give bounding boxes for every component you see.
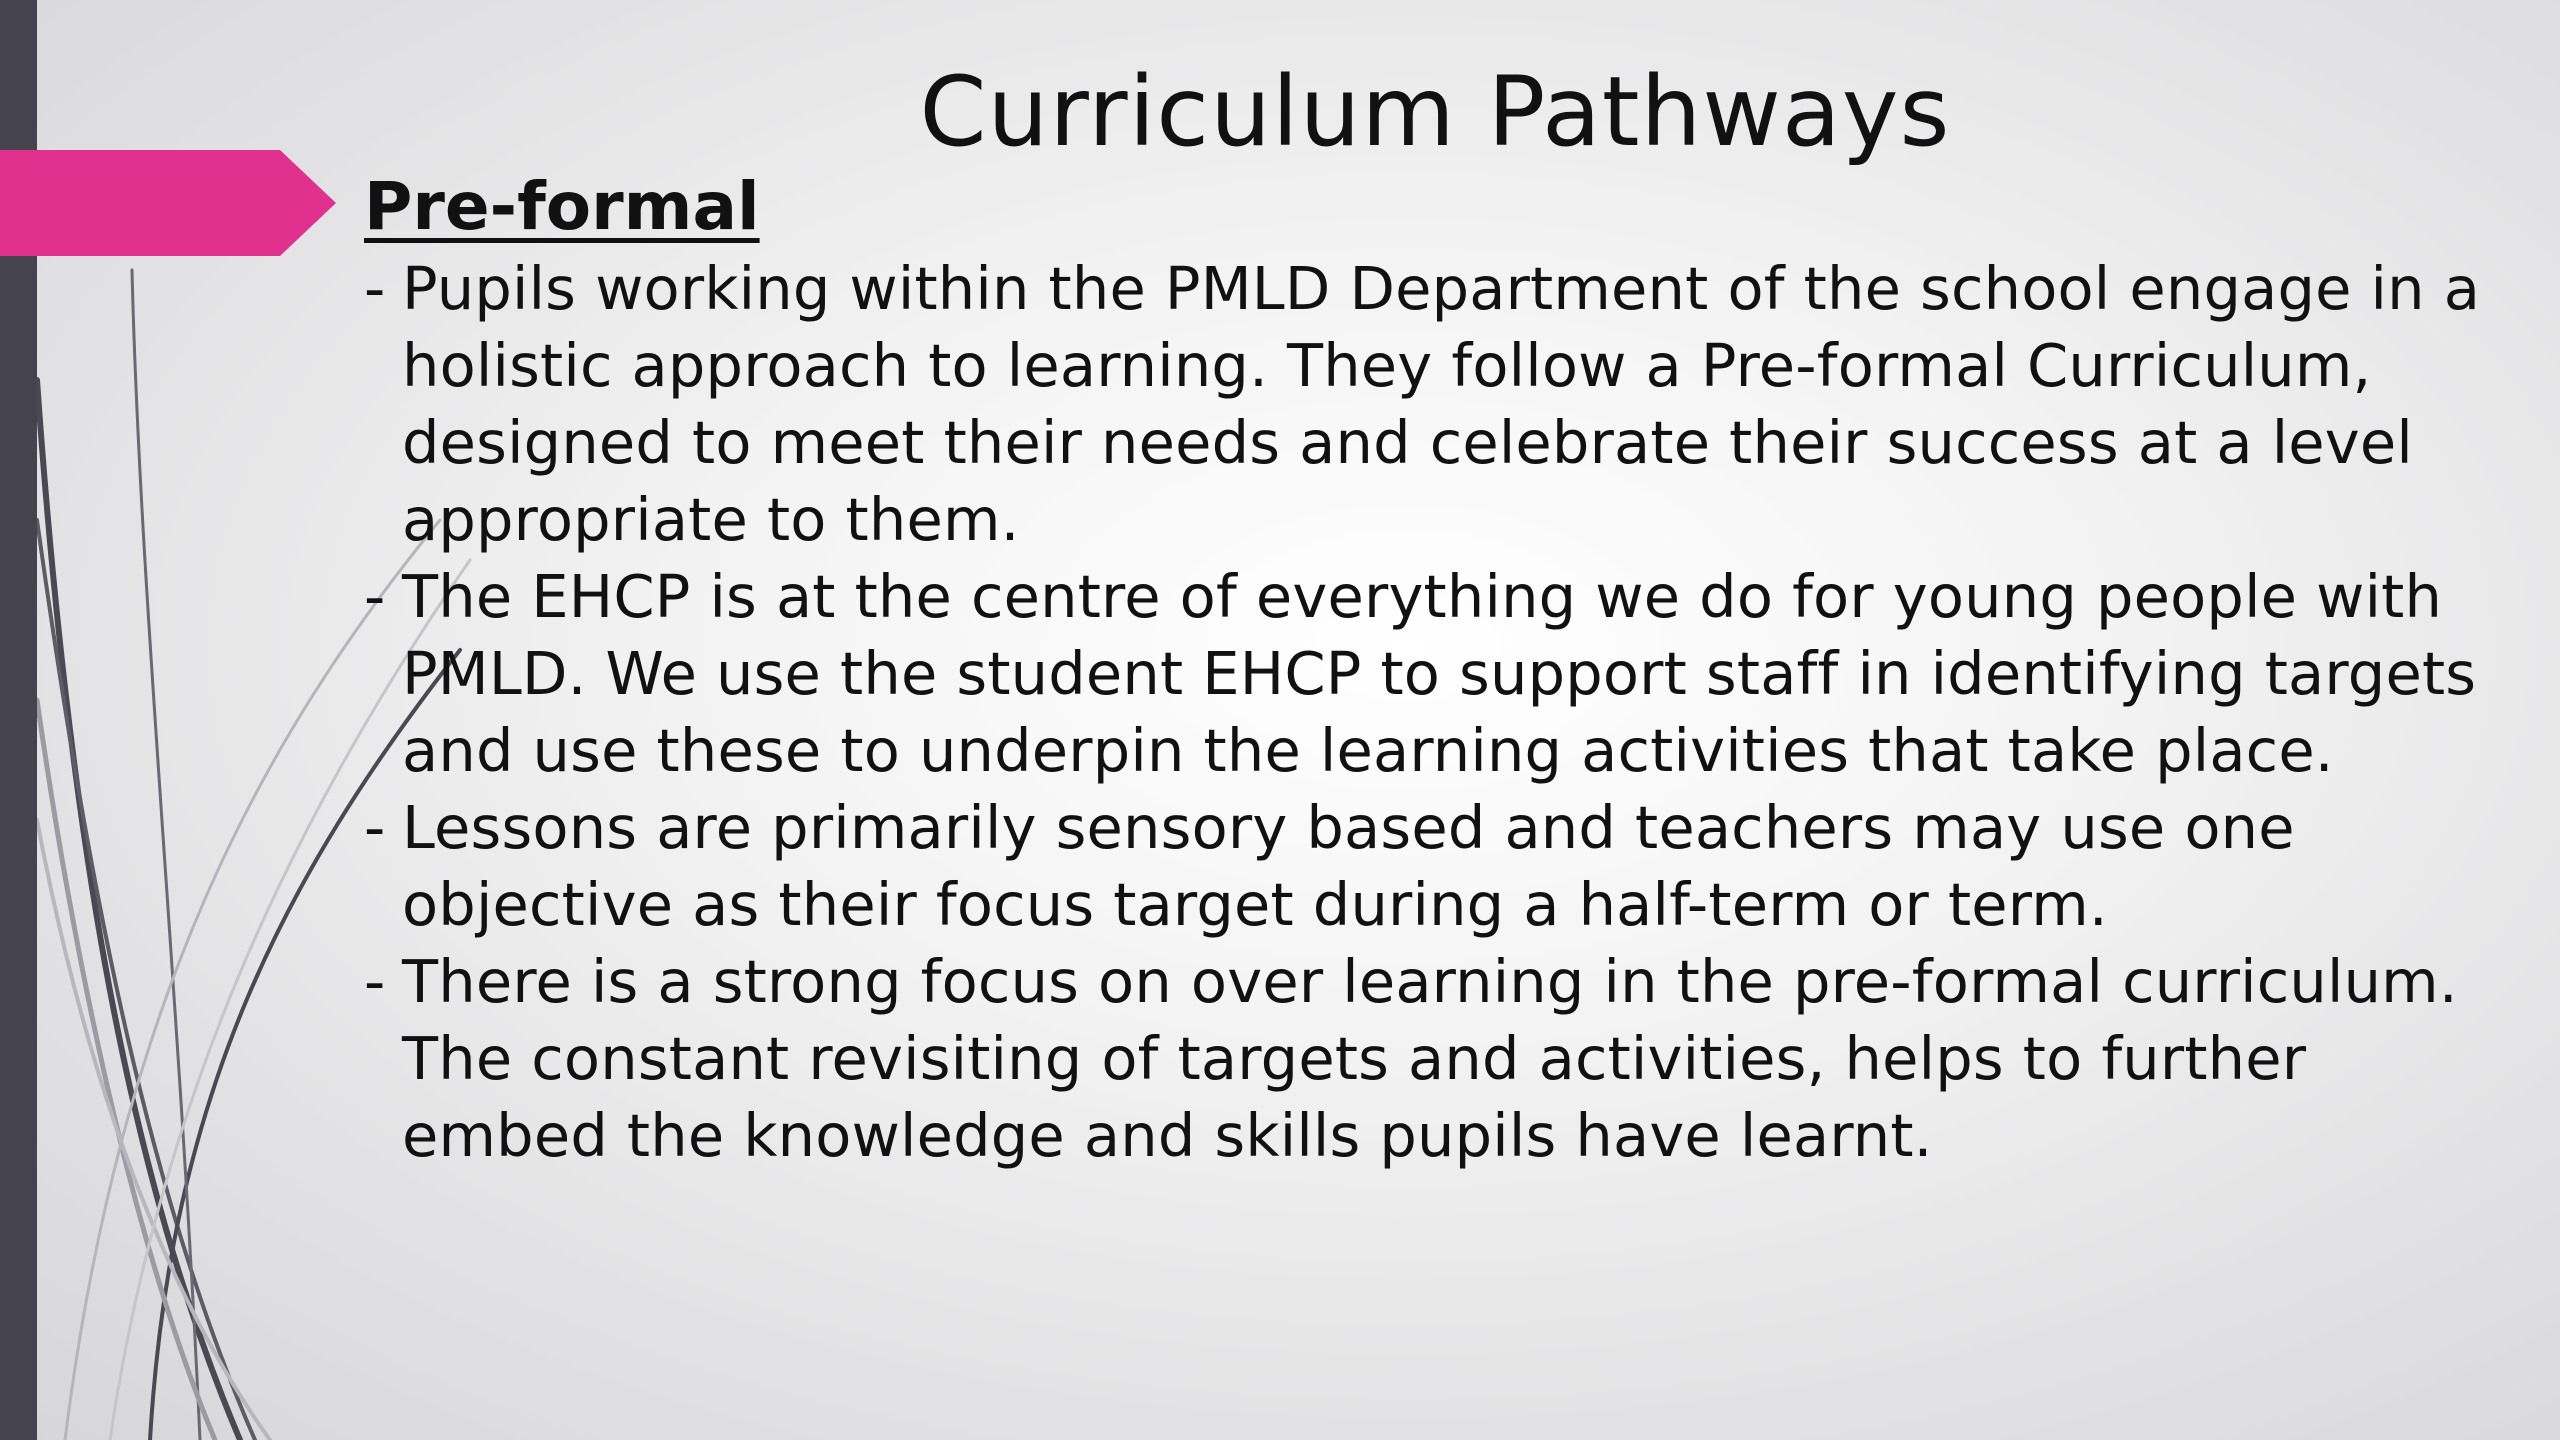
bullet-text: Lessons are primarily sensory based and teachers may use one objective as their focus target during a half-term or term. [402, 793, 2295, 939]
bullet-list [364, 250, 2514, 1174]
list-item [364, 943, 2514, 1174]
bullet-dash: - [364, 254, 386, 323]
pink-arrow-shape [0, 150, 336, 256]
list-item [364, 558, 2514, 789]
bullet-dash: - [364, 947, 386, 1016]
slide-content [364, 166, 2514, 1174]
bullet-text: The EHCP is at the centre of everything we do for young people with PMLD. We use the student EHCP to support staff in identifying targets and use these to underpin the learning activities that take place. [402, 562, 2477, 785]
list-item [364, 250, 2514, 558]
bullet-dash: - [364, 793, 386, 862]
bullet-dash: - [364, 562, 386, 631]
bullet-text: Pupils working within the PMLD Department of the school engage in a holistic approach to learning. They follow a Pre-formal Curriculum, designed to meet their needs and celebrate their success at a level appropriate to them. [402, 254, 2481, 554]
section-heading: Pre-formal [364, 168, 760, 245]
bullet-text: There is a strong focus on over learning in the pre-formal curriculum. The constant revisiting of targets and activities, helps to further embed the knowledge and skills pupils have learnt. [402, 947, 2458, 1170]
pink-arrow-accent [0, 150, 336, 256]
list-item [364, 789, 2514, 943]
slide-title: Curriculum Pathways [919, 56, 1951, 168]
